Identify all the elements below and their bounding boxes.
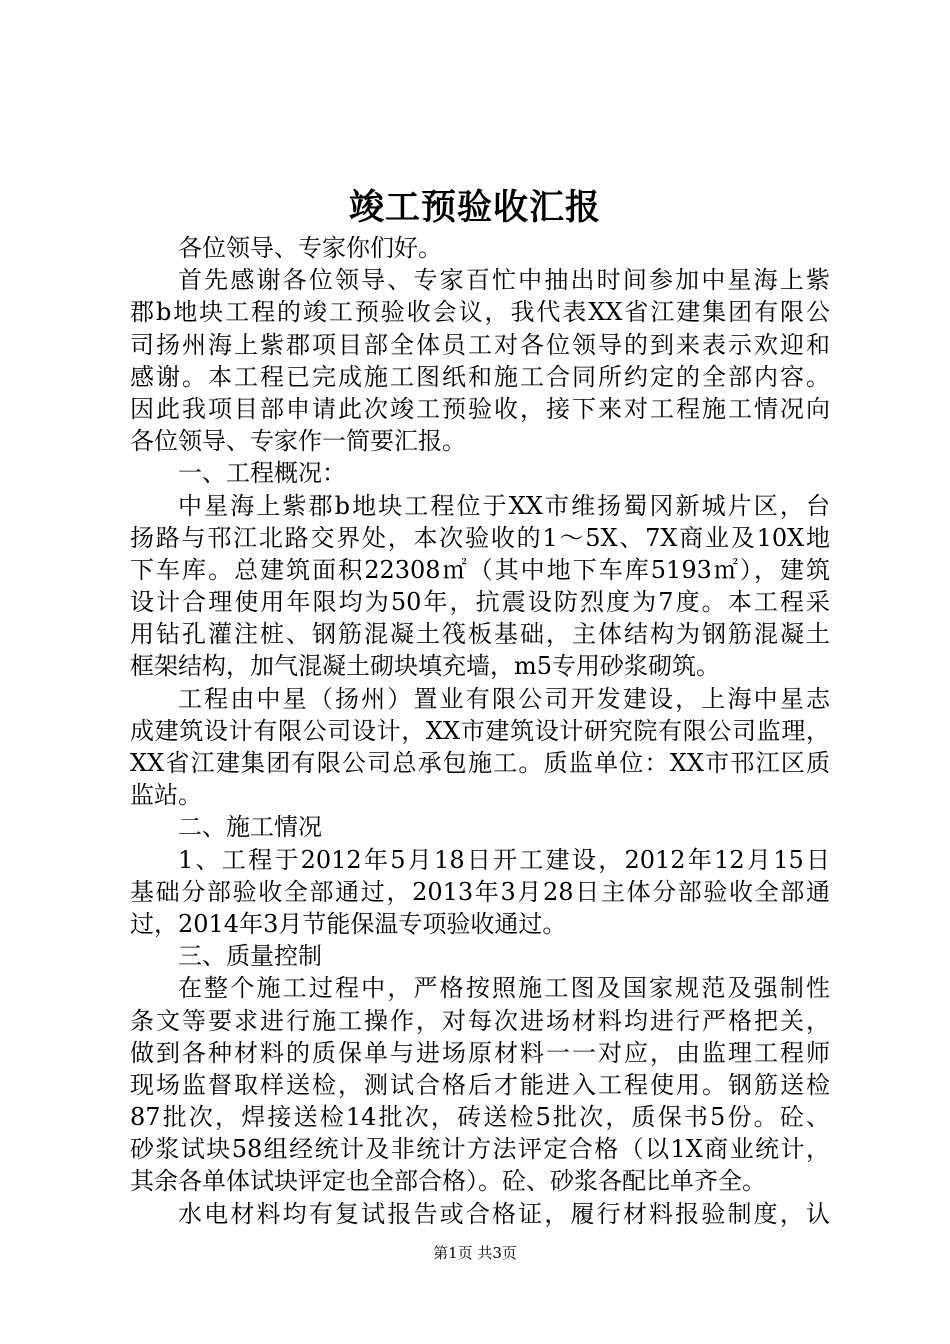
text-line: 监站。: [130, 781, 202, 810]
text-line: 1、工程于2012年5月18日开工建设，2012年12月15日: [178, 845, 830, 874]
text-line: 各位领导、专家你们好。: [178, 234, 442, 262]
text-line: 框架结构，加气混凝土砌块填充墙，m5专用砂浆砌筑。: [130, 652, 721, 681]
text-line: 三、质量控制: [178, 942, 322, 971]
text-line: 工程由中星（扬州）置业有限公司开发建设，上海中星志: [178, 684, 830, 713]
text-line: 各位领导、专家作一简要汇报。: [130, 427, 466, 456]
text-line: 首先感谢各位领导、专家百忙中抽出时间参加中星海上紫: [178, 266, 830, 295]
text-line: 扬路与邗江北路交界处，本次验收的1～5X、7X商业及10X地: [130, 523, 830, 552]
text-line: 其余各单体试块评定也全部合格）。砼、砂浆各配比单齐全。: [130, 1167, 766, 1196]
page-footer: 第1页 共3页: [433, 1244, 517, 1262]
text-line: 过，2014年3月节能保温专项验收通过。: [130, 909, 567, 938]
text-line: 砂浆试块58组经统计及非统计方法评定合格（以1X商业统计，: [130, 1135, 830, 1164]
text-line: 司扬州海上紫郡项目部全体员工对各位领导的到来表示欢迎和: [130, 330, 830, 359]
text-line: 水电材料均有复试报告或合格证，履行材料报验制度，认: [178, 1199, 830, 1228]
text-line: 二、施工情况: [178, 813, 322, 842]
text-line: 一、工程概况：: [178, 459, 346, 488]
document-title: 竣工预验收汇报: [348, 187, 601, 228]
text-line: 用钻孔灌注桩、钢筋混凝土筏板基础，主体结构为钢筋混凝土: [130, 620, 830, 649]
text-line: 设计合理使用年限均为50年，抗震设防烈度为7度。本工程采: [130, 588, 830, 617]
text-line: 中星海上紫郡b地块工程位于XX市维扬蜀冈新城片区，台: [178, 491, 830, 520]
text-line: 下车库。总建筑面积22308㎡（其中地下车库5193㎡），建筑: [130, 555, 830, 584]
text-line: XX省江建集团有限公司总承包施工。质监单位：XX市邗江区质: [130, 749, 830, 777]
text-line: 基础分部验收全部通过，2013年3月28日主体分部验收全部通: [130, 877, 830, 906]
text-line: 87批次，焊接送检14批次，砖送检5批次，质保书5份。砼、: [130, 1103, 830, 1132]
text-line: 郡b地块工程的竣工预验收会议，我代表XX省江建集团有限公: [130, 298, 830, 327]
text-line: 在整个施工过程中，严格按照施工图及国家规范及强制性: [178, 974, 830, 1003]
text-line: 成建筑设计有限公司设计，XX市建筑设计研究院有限公司监理，: [130, 716, 830, 745]
text-line: 因此我项目部申请此次竣工预验收，接下来对工程施工情况向: [130, 394, 830, 423]
document-body: [130, 232, 830, 1230]
text-line: 条文等要求进行施工操作，对每次进场材料均进行严格把关，: [130, 1006, 830, 1035]
text-line: 感谢。本工程已完成施工图纸和施工合同所约定的全部内容。: [130, 362, 830, 391]
text-line: 做到各种材料的质保单与进场原材料一一对应，由监理工程师: [130, 1038, 830, 1067]
text-line: 现场监督取样送检，测试合格后才能进入工程使用。钢筋送检: [130, 1070, 830, 1099]
